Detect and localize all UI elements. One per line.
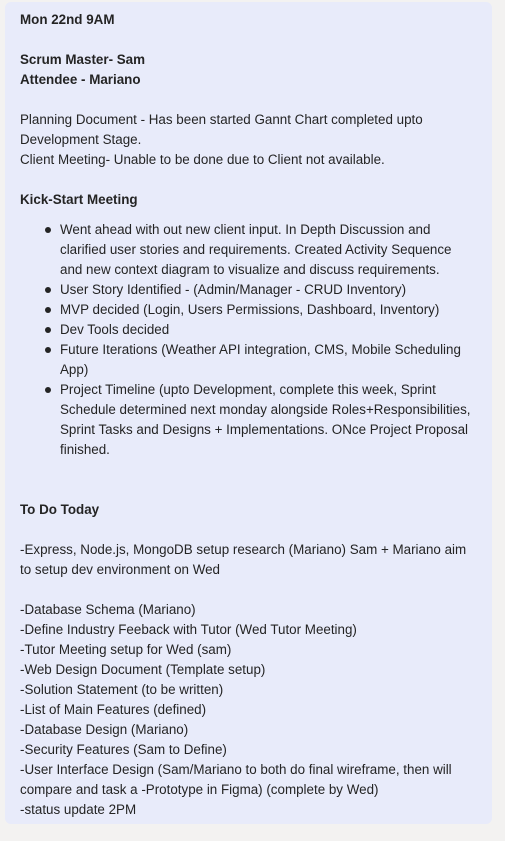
todo-item: -Define Industry Feeback with Tutor (Wed Tutor Meeting) (20, 622, 357, 637)
todo-item: -Security Features (Sam to Define) (20, 742, 227, 757)
list-item: Future Iterations (Weather API integration, CMS, Mobile Scheduling App) (60, 340, 477, 380)
list-item: Went ahead with out new client input. In Depth Discussion and clarified user stories and requirements. Created Activity Sequence and new context diagram to visualize and discuss requirements. (60, 220, 477, 280)
todo-item: -Database Design (Mariano) (20, 722, 189, 737)
todo-item: -Tutor Meeting setup for Wed (sam) (20, 642, 232, 657)
attendee: Attendee - Mariano (20, 72, 141, 87)
kickstart-list (20, 220, 477, 460)
list-item: Project Timeline (upto Development, complete this week, Sprint Schedule determined next monday alongside Roles+Responsibilities, Sprint Tasks and Designs + Implementations. ONce Project Proposal finished. (60, 380, 477, 460)
kickstart-heading: Kick-Start Meeting (20, 192, 138, 207)
todo-item: -Database Schema (Mariano) (20, 602, 196, 617)
todo-item: -Solution Statement (to be written) (20, 682, 224, 697)
client-meeting-status: Client Meeting- Unable to be done due to Client not available. (20, 152, 385, 167)
todo-item: -status update 2PM (20, 802, 137, 817)
todo-item: -User Interface Design (Sam/Mariano to both do final wireframe, then will compare and task a -Prototype in Figma) (complete by Wed) (20, 762, 456, 797)
todo-heading: To Do Today (20, 502, 100, 517)
planning-document-status: Planning Document - Has been started Gannt Chart completed upto Development Stage. (20, 112, 427, 147)
meeting-note-card (5, 2, 492, 824)
list-item: Dev Tools decided (60, 320, 477, 340)
list-item: User Story Identified - (Admin/Manager - CRUD Inventory) (60, 280, 477, 300)
todo-setup: -Express, Node.js, MongoDB setup research (Mariano) Sam + Mariano aim to setup dev environment on Wed (20, 542, 470, 577)
todo-item: -List of Main Features (defined) (20, 702, 207, 717)
todo-item: -Web Design Document (Template setup) (20, 662, 266, 677)
list-item: MVP decided (Login, Users Permissions, Dashboard, Inventory) (60, 300, 477, 320)
note-title: Mon 22nd 9AM (20, 12, 115, 27)
scrum-master: Scrum Master- Sam (20, 52, 146, 67)
